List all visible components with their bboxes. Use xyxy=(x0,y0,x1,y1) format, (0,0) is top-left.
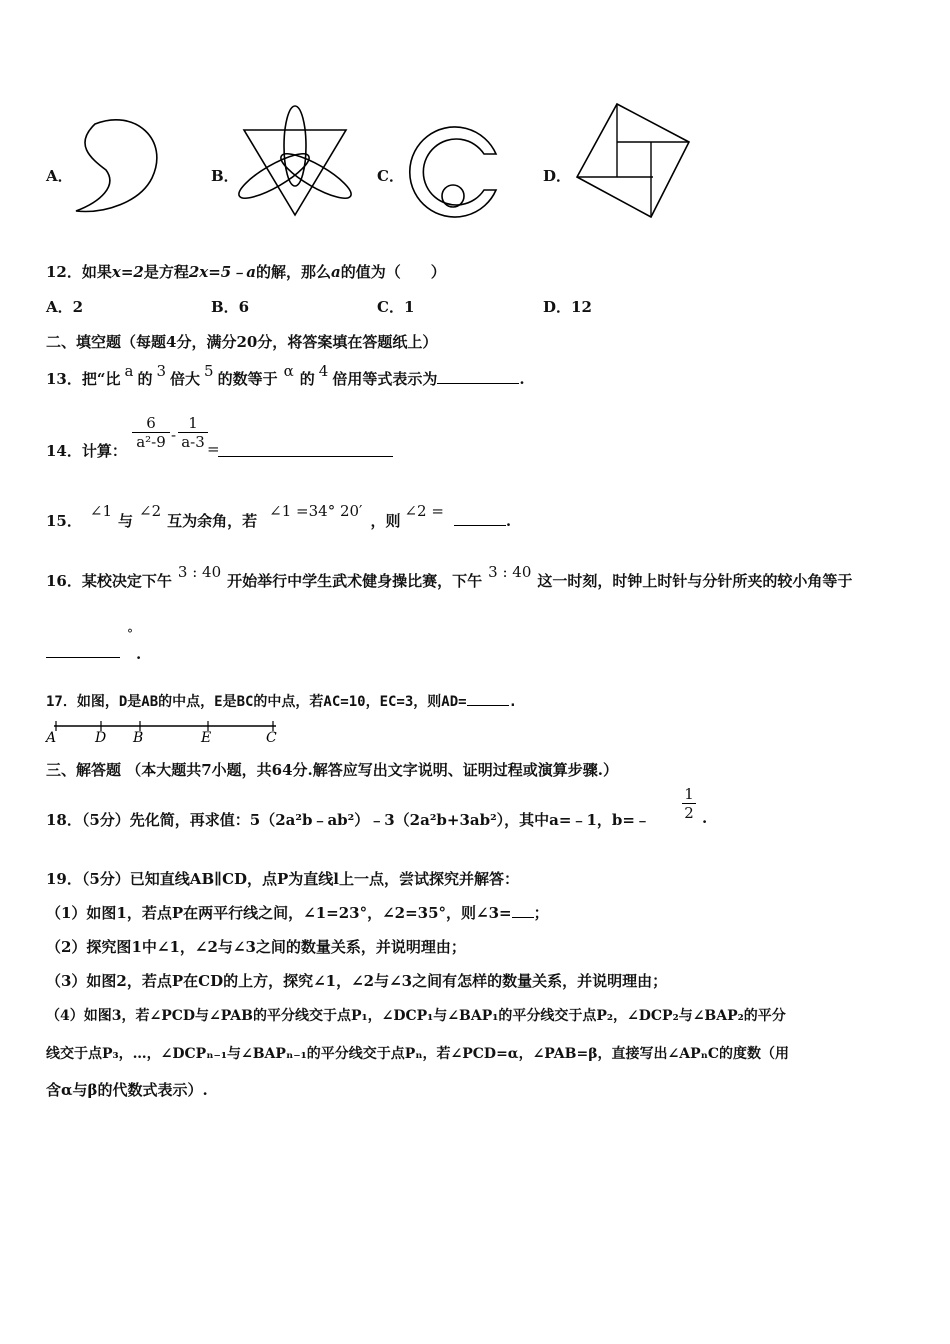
section-3-heading: 三、解答题 （本大题共7小题，共64分.解答应写出文字说明、证明过程或演算步骤.） xyxy=(46,761,618,779)
q14-equals: = xyxy=(207,440,220,458)
pinwheel-square-icon xyxy=(572,100,696,222)
q19-part-3: （3）如图2，若点P在CD的上方，探究∠1，∠2与∠3之间有怎样的数量关系，并说明理由； xyxy=(46,972,668,990)
q14-label: 14．计算： xyxy=(46,442,127,460)
q16-answer-blank[interactable] xyxy=(46,643,120,658)
option-b-label[interactable]: B． xyxy=(211,167,239,185)
q17-stem: 17．如图，D是AB的中点，E是BC的中点，若AC=10，EC=3，则AD= . xyxy=(46,691,517,711)
q13-answer-blank[interactable] xyxy=(437,369,519,384)
option-c-label[interactable]: C． xyxy=(377,167,404,185)
q19-part-4-line-3: 含α与β的代数式表示）. xyxy=(46,1081,208,1099)
q19-part-4-line-2: 线交于点P₃，…，∠DCPₙ₋₁与∠BAPₙ₋₁的平分线交于点Pₙ，若∠PCD=α，∠PAB=β，直接写出∠APₙC的度数（用 xyxy=(46,1046,790,1062)
q12-option-c[interactable]: C．1 xyxy=(377,298,415,316)
q15-answer-blank[interactable] xyxy=(454,511,506,526)
q19-part-1: （1）如图1，若点P在两平行线之间，∠1=23°，∠2=35°，则∠3= ； xyxy=(46,904,549,922)
q16-period: . xyxy=(136,645,142,663)
q12-option-a[interactable]: A．2 xyxy=(46,298,84,316)
q19-answer-blank[interactable] xyxy=(512,903,534,918)
q14-minus: - xyxy=(171,426,177,444)
option-d-label[interactable]: D． xyxy=(543,167,572,185)
q18-fraction: $\frac{1}{2}$ xyxy=(682,785,696,822)
q14-fraction-2: $\frac{1}{a-3}$ xyxy=(178,414,208,451)
c-ring-icon xyxy=(404,124,504,224)
q19-part-4-line-1: （4）如图3，若∠PCD与∠PAB的平分线交于点P₁，∠DCP₁与∠BAP₁的平分线交于点P₂，∠DCP₂与∠BAP₂的平分 xyxy=(46,1008,786,1024)
q13-stem: 13．把“比 a 的 3 倍大 5 的数等于 α 的 4 倍用等式表示为 . xyxy=(46,362,525,388)
q16-stem: 16．某校决定下午 3 : 40 开始举行中学生武术健身操比赛，下午 3 : 40 这一时刻，时钟上时针与分针所夹的较小角等于 xyxy=(46,563,853,590)
q14-answer-blank[interactable] xyxy=(218,442,393,457)
point-label-a: A xyxy=(46,730,57,746)
point-label-d: D xyxy=(95,730,107,746)
q18-stem: 18．（5分）先化简，再求值：5（2a²b﹣ab²）﹣3（2a²b+3ab²），其中a=﹣1，b=﹣ xyxy=(46,811,650,829)
option-a-label[interactable]: A． xyxy=(46,167,73,185)
q14-fraction-1: $\frac{6}{\text{a²-9}}$ xyxy=(132,414,170,451)
point-label-c: C xyxy=(266,730,277,746)
q19-part-2: （2）探究图1中∠1，∠2与∠3之间的数量关系，并说明理由； xyxy=(46,938,466,956)
q17-segment-figure xyxy=(44,718,284,748)
q15-stem: 15．∠1与∠2互为余角，若∠1 =34° 20′，则∠2 =. xyxy=(46,502,512,530)
q12-stem: 12．如果x=2是方程2x=5﹣a的解，那么a的值为（ ） xyxy=(46,263,446,281)
q18-period: . xyxy=(702,809,708,827)
q12-option-d[interactable]: D．12 xyxy=(543,298,592,316)
point-label-b: B xyxy=(133,730,144,746)
comma-shape-icon xyxy=(70,110,165,220)
q16-degree-mark: ° xyxy=(127,627,133,641)
section-2-heading: 二、填空题（每题4分，满分20分，将答案填在答题纸上） xyxy=(46,333,438,351)
triangle-ellipses-icon xyxy=(238,100,353,222)
q19-head: 19．（5分）已知直线AB∥CD，点P为直线l上一点，尝试探究并解答： xyxy=(46,870,519,888)
point-label-e: E xyxy=(201,730,212,746)
q12-option-b[interactable]: B．6 xyxy=(211,298,250,316)
q17-answer-blank[interactable] xyxy=(467,691,509,706)
